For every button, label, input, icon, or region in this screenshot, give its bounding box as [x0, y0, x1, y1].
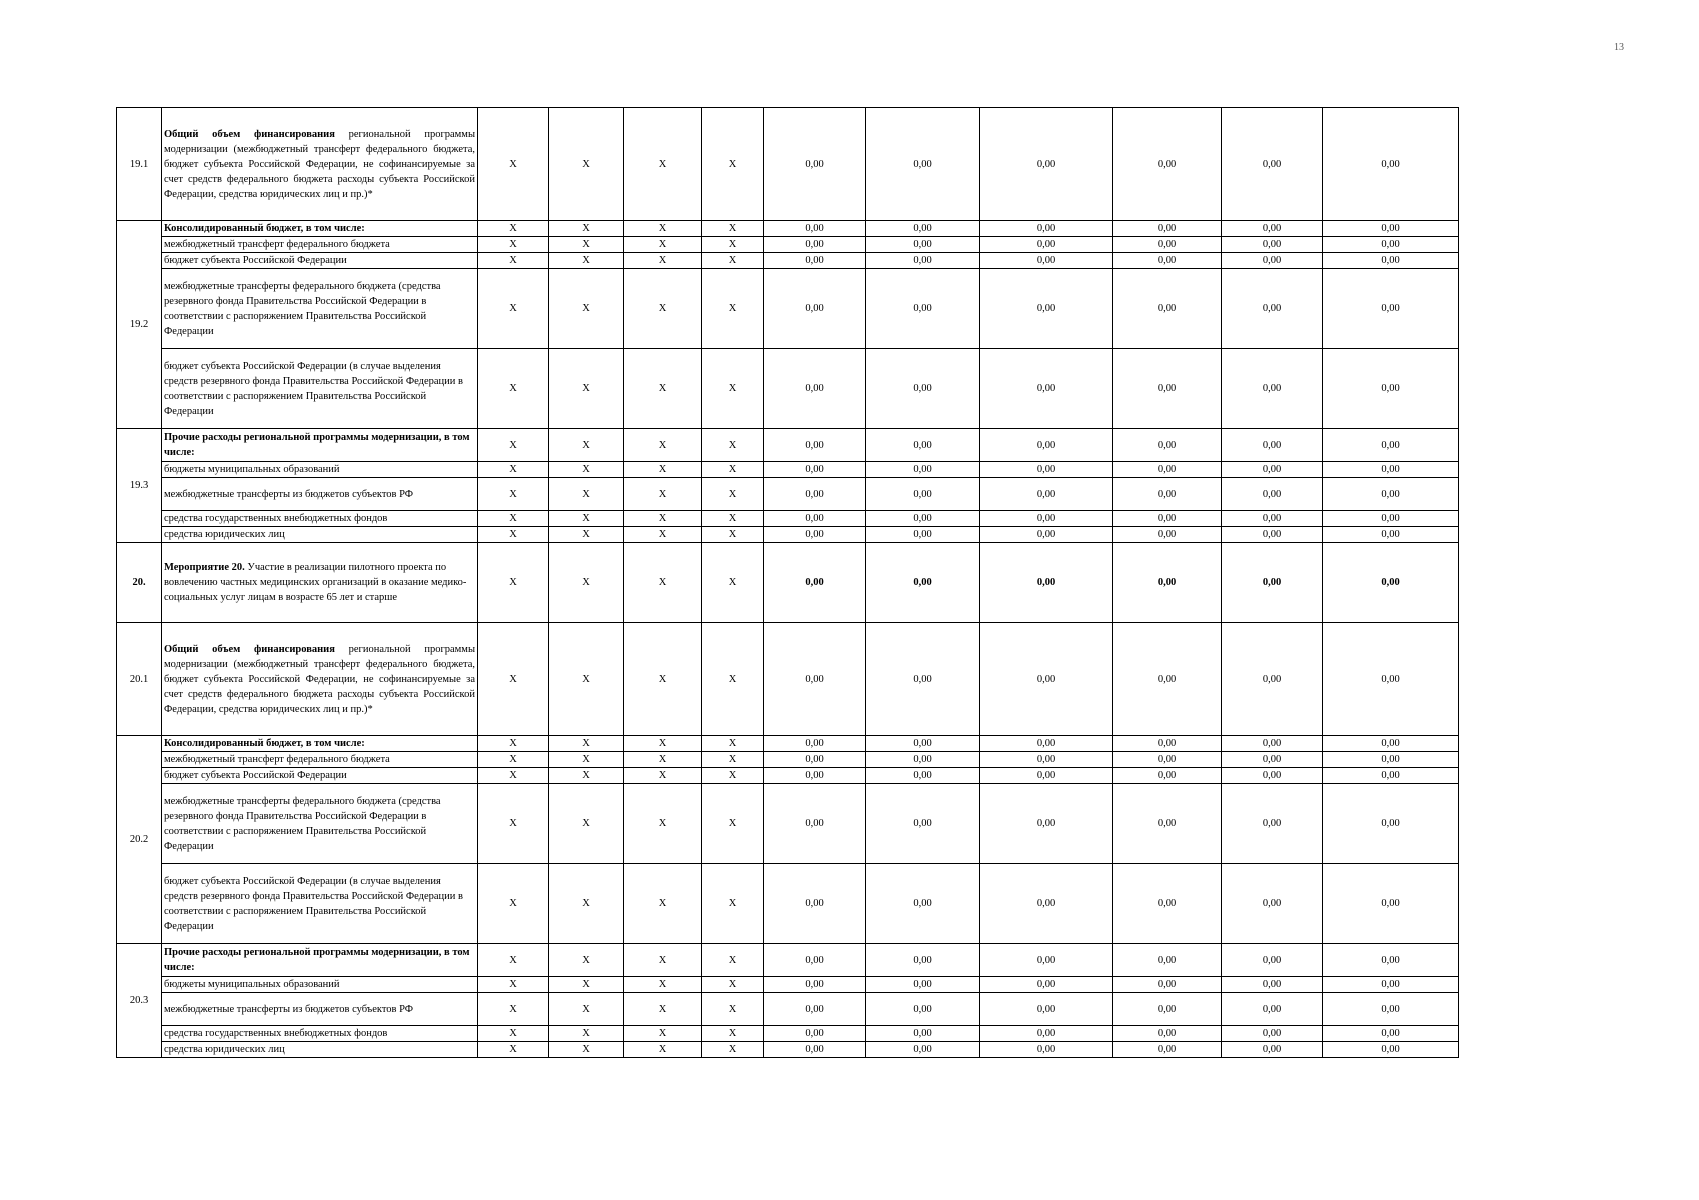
value-cell: 0,00: [1113, 784, 1222, 864]
table-row: [117, 349, 1459, 429]
x-cell: X: [624, 527, 702, 543]
x-cell: X: [478, 349, 549, 429]
value-cell: 0,00: [866, 269, 980, 349]
value-cell: 0,00: [1222, 1042, 1323, 1058]
x-cell: X: [624, 349, 702, 429]
x-cell: X: [624, 253, 702, 269]
table-row: [117, 108, 1459, 221]
value-cell: 0,00: [1222, 977, 1323, 993]
value-cell: 0,00: [1222, 349, 1323, 429]
value-cell: 0,00: [866, 429, 980, 462]
x-cell: X: [478, 221, 549, 237]
x-cell: X: [549, 511, 624, 527]
x-cell: X: [549, 977, 624, 993]
x-cell: X: [549, 429, 624, 462]
label-text-part: региональной программы модернизации (межбюджетный трансферт федерального бюджета, бюджет субъекта Российской Федерации, не софинансируемые за счет средств федерального бюджета расходы субъекта Российской Федерации, средства юридических лиц и пр.)*: [164, 128, 475, 200]
row-label: средства государственных внебюджетных фондов: [162, 1026, 478, 1042]
value-cell: 0,00: [1323, 478, 1459, 511]
x-cell: X: [702, 462, 764, 478]
row-label: [162, 623, 478, 736]
value-cell: 0,00: [866, 527, 980, 543]
table-row: [117, 944, 1459, 977]
value-cell: 0,00: [866, 221, 980, 237]
value-cell: 0,00: [866, 543, 980, 623]
x-cell: X: [549, 108, 624, 221]
table-row: [117, 253, 1459, 269]
value-cell: 0,00: [866, 237, 980, 253]
x-cell: X: [478, 1026, 549, 1042]
x-cell: X: [624, 623, 702, 736]
x-cell: X: [549, 752, 624, 768]
x-cell: X: [702, 736, 764, 752]
table-body: [117, 108, 1459, 1058]
value-cell: 0,00: [764, 237, 866, 253]
x-cell: X: [702, 511, 764, 527]
label-text-part: региональной программы модернизации (межбюджетный трансферт федерального бюджета, бюджет субъекта Российской Федерации, не софинансируемые за счет средств федерального бюджета расходы субъекта Российской Федерации, средства юридических лиц и пр.)*: [164, 643, 475, 715]
table-row: [117, 1042, 1459, 1058]
x-cell: X: [478, 784, 549, 864]
value-cell: 0,00: [1323, 1026, 1459, 1042]
row-label: средства юридических лиц: [162, 1042, 478, 1058]
x-cell: X: [702, 108, 764, 221]
value-cell: 0,00: [1323, 752, 1459, 768]
table-row: [117, 864, 1459, 944]
value-cell: 0,00: [1113, 462, 1222, 478]
label-bold-part: Мероприятие 20.: [164, 562, 245, 573]
value-cell: 0,00: [1222, 944, 1323, 977]
value-cell: 0,00: [1113, 429, 1222, 462]
x-cell: X: [624, 1026, 702, 1042]
x-cell: X: [478, 527, 549, 543]
budget-table: [116, 107, 1459, 1058]
value-cell: 0,00: [764, 478, 866, 511]
x-cell: X: [478, 944, 549, 977]
value-cell: 0,00: [980, 253, 1113, 269]
row-label: межбюджетные трансферты из бюджетов субъектов РФ: [162, 993, 478, 1026]
x-cell: X: [549, 784, 624, 864]
value-cell: 0,00: [1323, 221, 1459, 237]
value-cell: 0,00: [866, 462, 980, 478]
x-cell: X: [624, 429, 702, 462]
value-cell: 0,00: [866, 752, 980, 768]
x-cell: X: [478, 768, 549, 784]
value-cell: 0,00: [764, 349, 866, 429]
value-cell: 0,00: [1323, 462, 1459, 478]
value-cell: 0,00: [980, 977, 1113, 993]
x-cell: X: [702, 944, 764, 977]
value-cell: 0,00: [1222, 478, 1323, 511]
x-cell: X: [624, 993, 702, 1026]
value-cell: 0,00: [866, 253, 980, 269]
value-cell: 0,00: [866, 1042, 980, 1058]
row-label: Прочие расходы региональной программы модернизации, в том числе:: [162, 944, 478, 977]
value-cell: 0,00: [1113, 736, 1222, 752]
x-cell: X: [478, 237, 549, 253]
value-cell: 0,00: [764, 108, 866, 221]
x-cell: X: [478, 736, 549, 752]
value-cell: 0,00: [1113, 752, 1222, 768]
value-cell: 0,00: [1222, 527, 1323, 543]
x-cell: X: [624, 864, 702, 944]
x-cell: X: [702, 1026, 764, 1042]
value-cell: 0,00: [980, 864, 1113, 944]
x-cell: X: [624, 768, 702, 784]
table-row: [117, 269, 1459, 349]
x-cell: X: [702, 864, 764, 944]
value-cell: 0,00: [1113, 623, 1222, 736]
row-label: межбюджетные трансферты федерального бюджета (средства резервного фонда Правительства Российской Федерации в соответствии с распоряжением Правительства Российской Федерации: [162, 269, 478, 349]
value-cell: 0,00: [1222, 429, 1323, 462]
page-number: 13: [1614, 42, 1624, 53]
value-cell: 0,00: [1323, 429, 1459, 462]
row-label: [162, 108, 478, 221]
value-cell: 0,00: [764, 527, 866, 543]
x-cell: X: [549, 768, 624, 784]
x-cell: X: [624, 511, 702, 527]
value-cell: 0,00: [1323, 108, 1459, 221]
value-cell: 0,00: [764, 269, 866, 349]
value-cell: 0,00: [764, 429, 866, 462]
table-row: [117, 623, 1459, 736]
value-cell: 0,00: [1222, 784, 1323, 864]
x-cell: X: [624, 269, 702, 349]
x-cell: X: [702, 993, 764, 1026]
value-cell: 0,00: [1113, 944, 1222, 977]
value-cell: 0,00: [866, 108, 980, 221]
value-cell: 0,00: [764, 768, 866, 784]
x-cell: X: [478, 977, 549, 993]
value-cell: 0,00: [1222, 736, 1323, 752]
x-cell: X: [549, 543, 624, 623]
value-cell: 0,00: [980, 768, 1113, 784]
value-cell: 0,00: [1323, 784, 1459, 864]
label-bold-part: Общий объем финансирования: [164, 128, 335, 140]
x-cell: X: [478, 462, 549, 478]
x-cell: X: [478, 269, 549, 349]
table-row: [117, 736, 1459, 752]
x-cell: X: [702, 237, 764, 253]
value-cell: 0,00: [1113, 1042, 1222, 1058]
row-label: бюджеты муниципальных образований: [162, 462, 478, 478]
value-cell: 0,00: [1113, 864, 1222, 944]
row-number: 20.3: [117, 944, 162, 1058]
value-cell: 0,00: [1113, 768, 1222, 784]
x-cell: X: [549, 944, 624, 977]
value-cell: 0,00: [980, 543, 1113, 623]
table-row: [117, 462, 1459, 478]
row-number: 19.1: [117, 108, 162, 221]
value-cell: 0,00: [866, 784, 980, 864]
value-cell: 0,00: [1323, 993, 1459, 1026]
value-cell: 0,00: [980, 237, 1113, 253]
value-cell: 0,00: [980, 527, 1113, 543]
row-label: бюджеты муниципальных образований: [162, 977, 478, 993]
x-cell: X: [624, 752, 702, 768]
value-cell: 0,00: [1222, 108, 1323, 221]
value-cell: 0,00: [866, 623, 980, 736]
value-cell: 0,00: [980, 993, 1113, 1026]
x-cell: X: [549, 253, 624, 269]
value-cell: 0,00: [1323, 944, 1459, 977]
value-cell: 0,00: [764, 253, 866, 269]
value-cell: 0,00: [1113, 543, 1222, 623]
x-cell: X: [549, 478, 624, 511]
table-row: [117, 993, 1459, 1026]
value-cell: 0,00: [866, 478, 980, 511]
x-cell: X: [478, 478, 549, 511]
value-cell: 0,00: [764, 784, 866, 864]
x-cell: X: [702, 349, 764, 429]
value-cell: 0,00: [866, 736, 980, 752]
value-cell: 0,00: [980, 511, 1113, 527]
value-cell: 0,00: [1222, 623, 1323, 736]
value-cell: 0,00: [1323, 269, 1459, 349]
x-cell: X: [478, 993, 549, 1026]
row-label: [162, 543, 478, 623]
x-cell: X: [702, 253, 764, 269]
x-cell: X: [702, 1042, 764, 1058]
x-cell: X: [624, 478, 702, 511]
x-cell: X: [624, 462, 702, 478]
value-cell: 0,00: [1222, 221, 1323, 237]
x-cell: X: [478, 752, 549, 768]
x-cell: X: [702, 623, 764, 736]
table-row: [117, 237, 1459, 253]
x-cell: X: [549, 527, 624, 543]
value-cell: 0,00: [980, 269, 1113, 349]
value-cell: 0,00: [1323, 623, 1459, 736]
value-cell: 0,00: [1222, 462, 1323, 478]
value-cell: 0,00: [866, 1026, 980, 1042]
value-cell: 0,00: [1222, 543, 1323, 623]
table-row: [117, 478, 1459, 511]
label-text-part: Участие в реализации пилотного проекта по вовлечению частных медицинских организаций в оказание медико-социальных услуг лицам в возрасте 65 лет и старше: [164, 562, 467, 603]
x-cell: X: [702, 478, 764, 511]
table-row: [117, 1026, 1459, 1042]
value-cell: 0,00: [1222, 768, 1323, 784]
value-cell: 0,00: [764, 623, 866, 736]
x-cell: X: [549, 462, 624, 478]
row-number: 20.1: [117, 623, 162, 736]
value-cell: 0,00: [980, 736, 1113, 752]
x-cell: X: [702, 527, 764, 543]
x-cell: X: [549, 1042, 624, 1058]
x-cell: X: [478, 1042, 549, 1058]
value-cell: 0,00: [980, 221, 1113, 237]
value-cell: 0,00: [980, 784, 1113, 864]
x-cell: X: [478, 253, 549, 269]
value-cell: 0,00: [1323, 349, 1459, 429]
x-cell: X: [478, 623, 549, 736]
value-cell: 0,00: [1113, 237, 1222, 253]
label-bold-part: Общий объем финансирования: [164, 643, 335, 655]
value-cell: 0,00: [764, 1026, 866, 1042]
row-label: средства государственных внебюджетных фондов: [162, 511, 478, 527]
row-label: Консолидированный бюджет, в том числе:: [162, 221, 478, 237]
value-cell: 0,00: [1113, 478, 1222, 511]
value-cell: 0,00: [1323, 527, 1459, 543]
value-cell: 0,00: [980, 1026, 1113, 1042]
x-cell: X: [624, 543, 702, 623]
value-cell: 0,00: [980, 1042, 1113, 1058]
value-cell: 0,00: [1113, 221, 1222, 237]
x-cell: X: [702, 429, 764, 462]
table-row: [117, 784, 1459, 864]
table-row: [117, 511, 1459, 527]
value-cell: 0,00: [1113, 527, 1222, 543]
row-label: межбюджетный трансферт федерального бюджета: [162, 752, 478, 768]
x-cell: X: [549, 1026, 624, 1042]
value-cell: 0,00: [980, 108, 1113, 221]
x-cell: X: [478, 429, 549, 462]
value-cell: 0,00: [764, 462, 866, 478]
row-label: Консолидированный бюджет, в том числе:: [162, 736, 478, 752]
table-row: [117, 429, 1459, 462]
value-cell: 0,00: [866, 768, 980, 784]
row-label: межбюджетные трансферты федерального бюджета (средства резервного фонда Правительства Российской Федерации в соответствии с распоряжением Правительства Российской Федерации: [162, 784, 478, 864]
row-label: бюджет субъекта Российской Федерации: [162, 768, 478, 784]
value-cell: 0,00: [1113, 1026, 1222, 1042]
value-cell: 0,00: [1323, 736, 1459, 752]
table-row: [117, 752, 1459, 768]
x-cell: X: [702, 768, 764, 784]
value-cell: 0,00: [764, 221, 866, 237]
value-cell: 0,00: [764, 543, 866, 623]
x-cell: X: [478, 543, 549, 623]
x-cell: X: [624, 736, 702, 752]
value-cell: 0,00: [980, 623, 1113, 736]
value-cell: 0,00: [1323, 511, 1459, 527]
row-number: 19.3: [117, 429, 162, 543]
row-label: бюджет субъекта Российской Федерации (в случае выделения средств резервного фонда Правительства Российской Федерации в соответствии с распоряжением Правительства Российской Федерации: [162, 349, 478, 429]
value-cell: 0,00: [1222, 511, 1323, 527]
value-cell: 0,00: [866, 977, 980, 993]
x-cell: X: [549, 221, 624, 237]
value-cell: 0,00: [1222, 253, 1323, 269]
x-cell: X: [702, 752, 764, 768]
row-label: межбюджетные трансферты из бюджетов субъектов РФ: [162, 478, 478, 511]
value-cell: 0,00: [1113, 993, 1222, 1026]
value-cell: 0,00: [1113, 253, 1222, 269]
x-cell: X: [478, 864, 549, 944]
value-cell: 0,00: [980, 944, 1113, 977]
value-cell: 0,00: [764, 511, 866, 527]
x-cell: X: [702, 543, 764, 623]
row-label: средства юридических лиц: [162, 527, 478, 543]
value-cell: 0,00: [866, 864, 980, 944]
row-label: бюджет субъекта Российской Федерации (в случае выделения средств резервного фонда Правительства Российской Федерации в соответствии с распоряжением Правительства Российской Федерации: [162, 864, 478, 944]
row-number: 20.2: [117, 736, 162, 944]
x-cell: X: [702, 784, 764, 864]
row-number: 20.: [117, 543, 162, 623]
value-cell: 0,00: [1113, 269, 1222, 349]
value-cell: 0,00: [866, 944, 980, 977]
x-cell: X: [624, 977, 702, 993]
value-cell: 0,00: [980, 349, 1113, 429]
value-cell: 0,00: [866, 993, 980, 1026]
x-cell: X: [624, 944, 702, 977]
table-row: [117, 543, 1459, 623]
value-cell: 0,00: [866, 349, 980, 429]
table-row: [117, 977, 1459, 993]
value-cell: 0,00: [1323, 768, 1459, 784]
value-cell: 0,00: [1323, 977, 1459, 993]
row-label: межбюджетный трансферт федерального бюджета: [162, 237, 478, 253]
value-cell: 0,00: [1222, 864, 1323, 944]
value-cell: 0,00: [764, 736, 866, 752]
value-cell: 0,00: [980, 478, 1113, 511]
value-cell: 0,00: [764, 977, 866, 993]
value-cell: 0,00: [1222, 1026, 1323, 1042]
table-row: [117, 221, 1459, 237]
value-cell: 0,00: [764, 752, 866, 768]
x-cell: X: [549, 237, 624, 253]
x-cell: X: [702, 977, 764, 993]
value-cell: 0,00: [980, 429, 1113, 462]
x-cell: X: [549, 349, 624, 429]
row-label: Прочие расходы региональной программы модернизации, в том числе:: [162, 429, 478, 462]
value-cell: 0,00: [1323, 864, 1459, 944]
value-cell: 0,00: [1222, 752, 1323, 768]
value-cell: 0,00: [1323, 237, 1459, 253]
row-number: 19.2: [117, 221, 162, 429]
x-cell: X: [624, 1042, 702, 1058]
x-cell: X: [549, 993, 624, 1026]
value-cell: 0,00: [764, 1042, 866, 1058]
x-cell: X: [478, 511, 549, 527]
x-cell: X: [549, 736, 624, 752]
value-cell: 0,00: [1222, 269, 1323, 349]
value-cell: 0,00: [1323, 1042, 1459, 1058]
value-cell: 0,00: [1323, 543, 1459, 623]
table-row: [117, 768, 1459, 784]
x-cell: X: [549, 864, 624, 944]
value-cell: 0,00: [1222, 993, 1323, 1026]
value-cell: 0,00: [1113, 977, 1222, 993]
value-cell: 0,00: [764, 864, 866, 944]
x-cell: X: [624, 221, 702, 237]
x-cell: X: [624, 784, 702, 864]
x-cell: X: [624, 108, 702, 221]
x-cell: X: [624, 237, 702, 253]
value-cell: 0,00: [1323, 253, 1459, 269]
x-cell: X: [549, 269, 624, 349]
x-cell: X: [702, 221, 764, 237]
value-cell: 0,00: [1222, 237, 1323, 253]
value-cell: 0,00: [980, 462, 1113, 478]
value-cell: 0,00: [1113, 108, 1222, 221]
value-cell: 0,00: [764, 993, 866, 1026]
value-cell: 0,00: [866, 511, 980, 527]
value-cell: 0,00: [764, 944, 866, 977]
value-cell: 0,00: [980, 752, 1113, 768]
table-row: [117, 527, 1459, 543]
value-cell: 0,00: [1113, 511, 1222, 527]
x-cell: X: [478, 108, 549, 221]
x-cell: X: [549, 623, 624, 736]
value-cell: 0,00: [1113, 349, 1222, 429]
row-label: бюджет субъекта Российской Федерации: [162, 253, 478, 269]
x-cell: X: [702, 269, 764, 349]
